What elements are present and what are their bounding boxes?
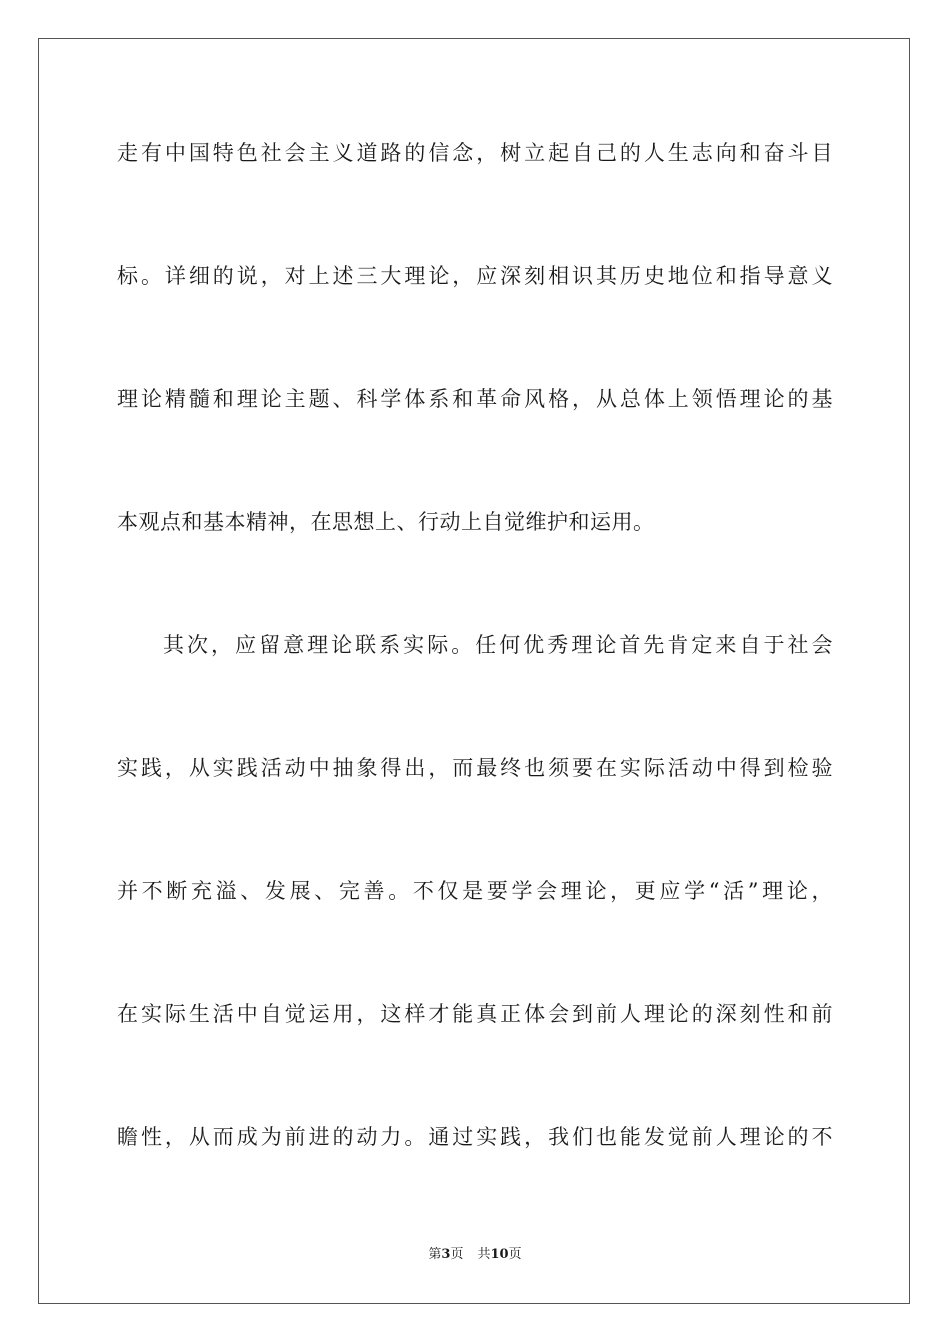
footer-total-suffix: 页 <box>508 1247 522 1262</box>
page-frame <box>38 38 910 1304</box>
paragraph-line-1: 走有中国特色社会主义道路的信念，树立起自己的人生志向和奋斗目 <box>117 141 833 165</box>
paragraph-line-9: 瞻性，从而成为前进的动力。通过实践，我们也能发觉前人理论的不 <box>117 1125 833 1149</box>
paragraph-line-8: 在实际生活中自觉运用，这样才能真正体会到前人理论的深刻性和前 <box>117 1002 833 1026</box>
footer-total-prefix: 共 <box>477 1247 491 1262</box>
paragraph-line-3: 理论精髓和理论主题、科学体系和革命风格，从总体上领悟理论的基 <box>117 387 833 411</box>
footer-page-prefix: 第 <box>428 1247 442 1262</box>
footer-page-number: 3 <box>441 1247 451 1262</box>
paragraph-line-7: 并不断充溢、发展、完善。不仅是要学会理论，更应学“活”理论， <box>117 879 833 903</box>
paragraph-line-6: 实践，从实践活动中抽象得出，而最终也须要在实际活动中得到检验 <box>117 756 833 780</box>
footer-total-pages: 10 <box>490 1247 509 1262</box>
footer-page-suffix: 页 <box>450 1247 464 1262</box>
paragraph-line-2: 标。详细的说，对上述三大理论，应深刻相识其历史地位和指导意义 <box>117 264 833 288</box>
paragraph-line-5: 其次，应留意理论联系实际。任何优秀理论首先肯定来自于社会 <box>163 633 833 657</box>
paragraph-line-4: 本观点和基本精神，在思想上、行动上自觉维护和运用。 <box>117 510 655 534</box>
page-footer <box>0 1246 950 1264</box>
